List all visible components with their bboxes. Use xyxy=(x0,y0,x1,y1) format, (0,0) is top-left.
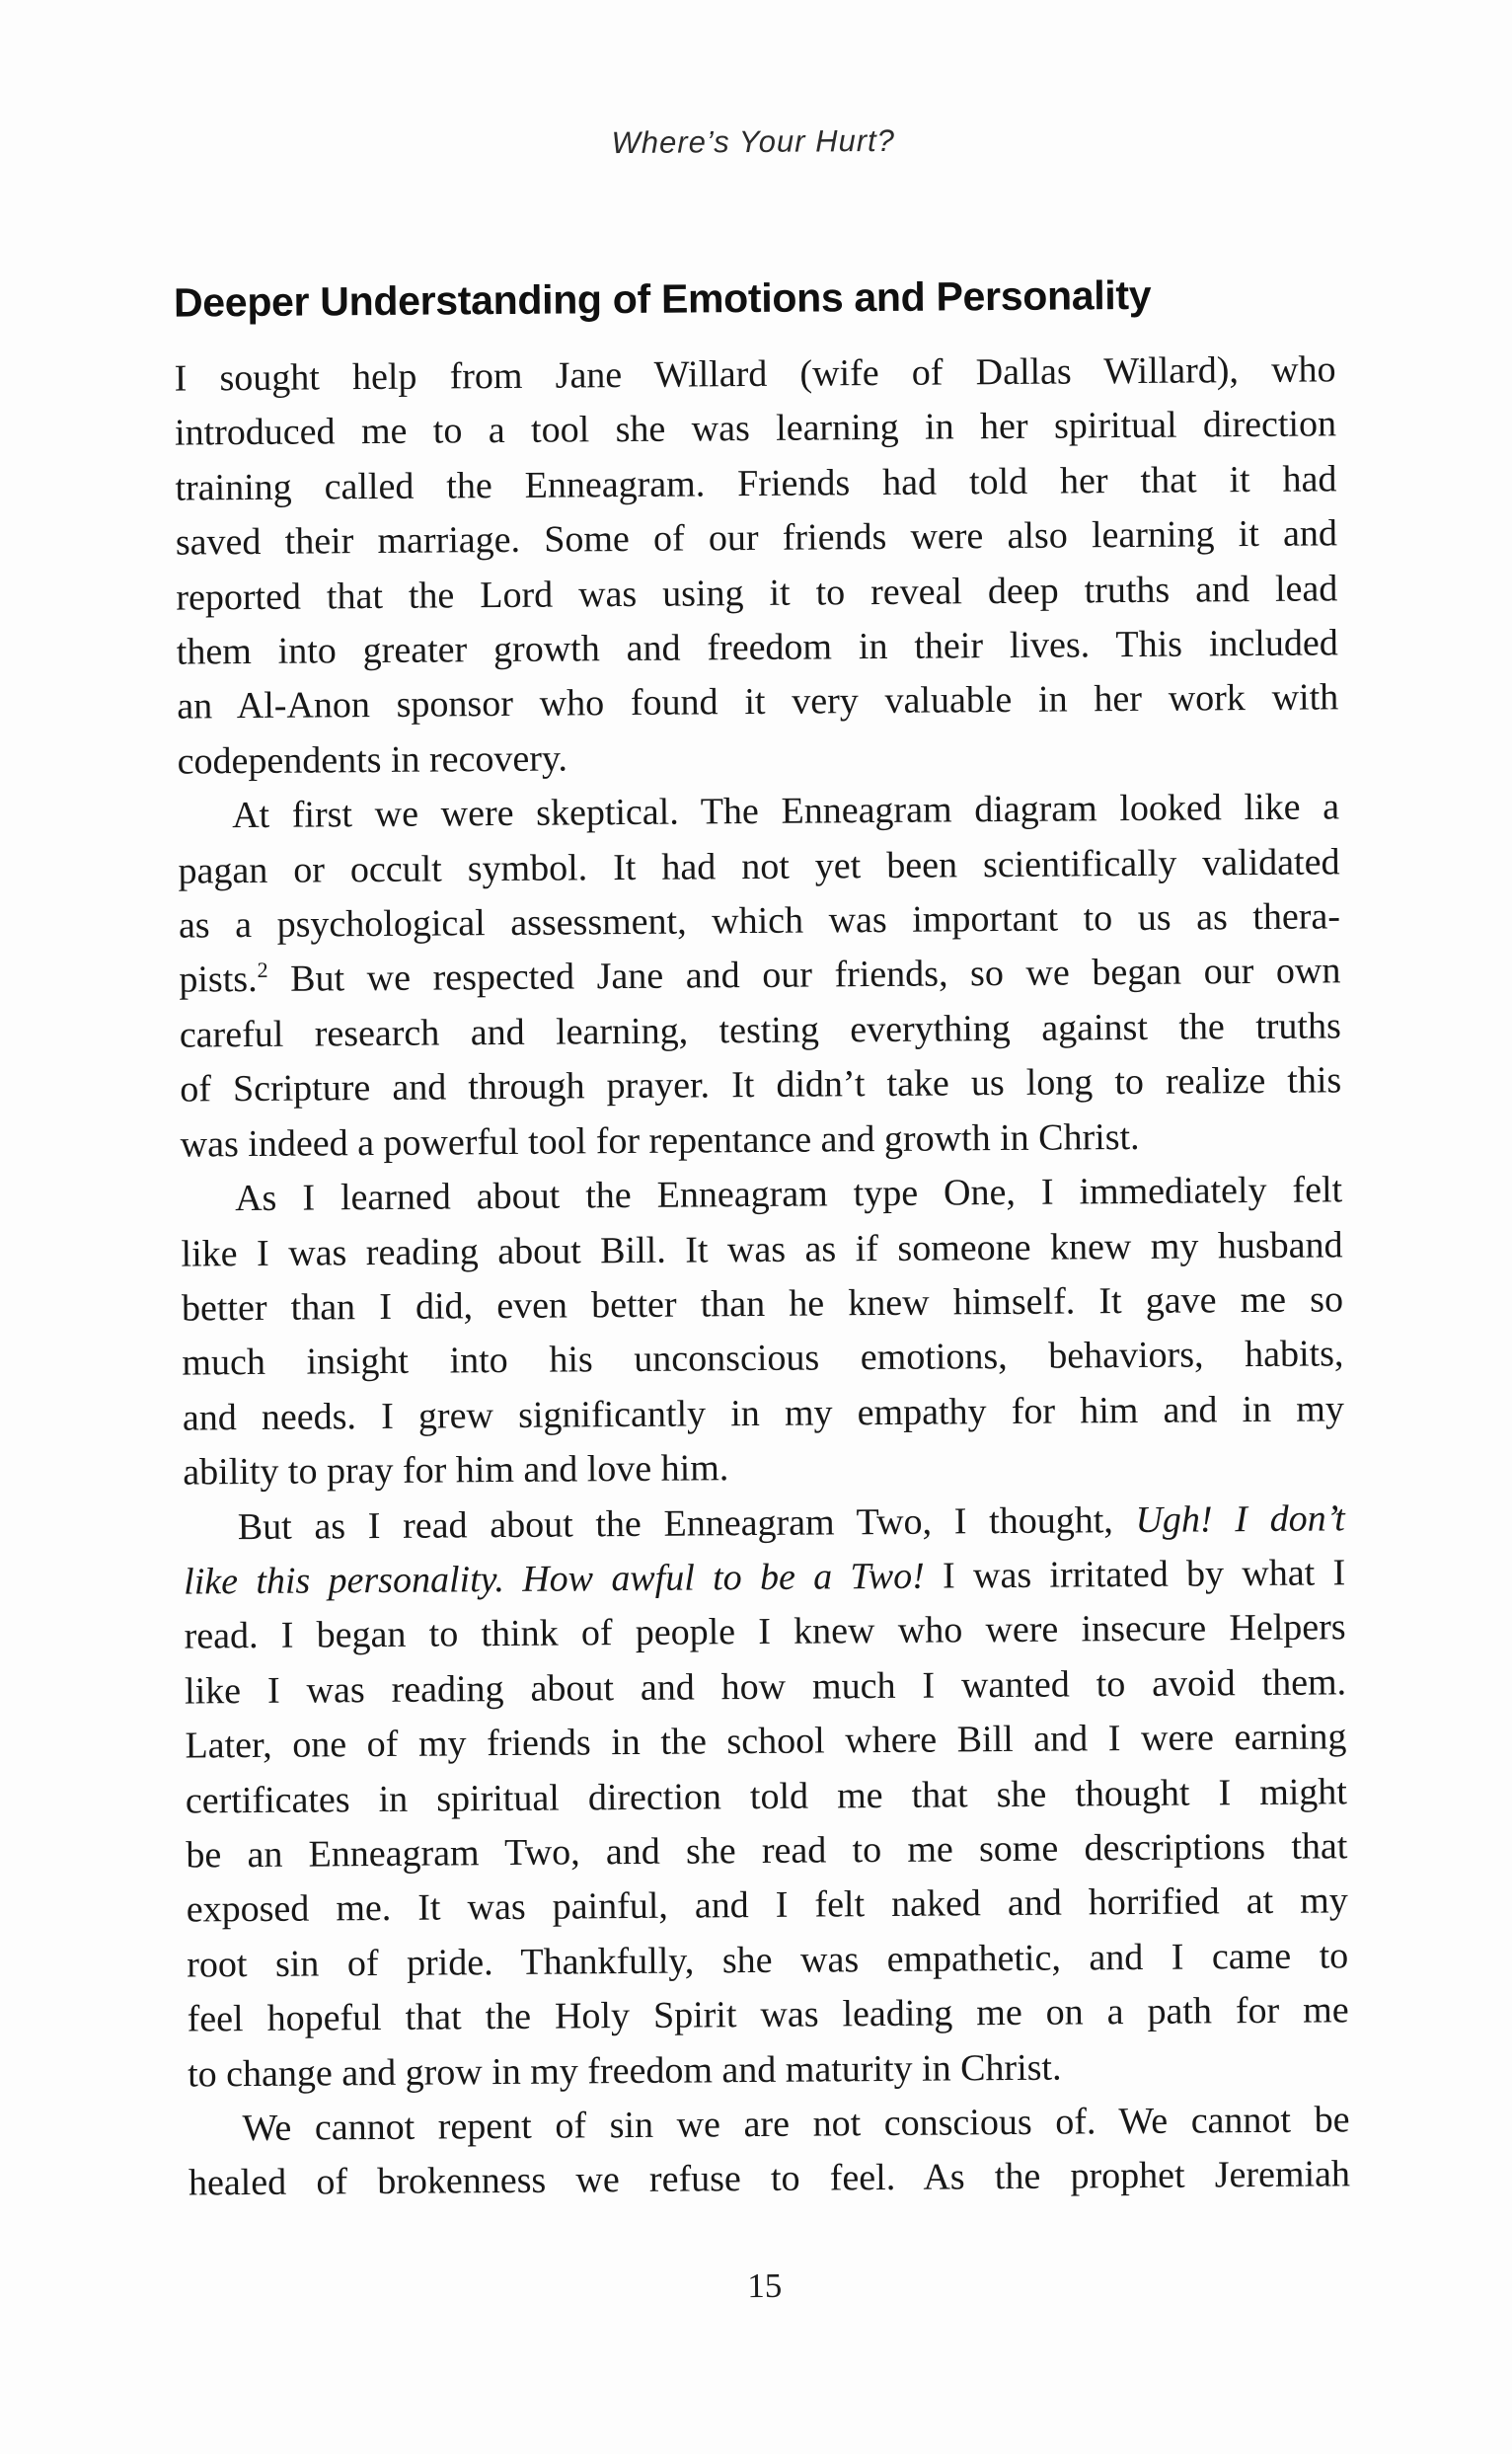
text-segment: feel hopeful that the Holy Spirit was leading me on a path for me xyxy=(187,1989,1349,2040)
text-segment: exposed me. It was painful, and I felt naked and horrified at my xyxy=(186,1879,1348,1931)
body-line xyxy=(183,1436,1344,1500)
text-segment: reported that the Lord was using it to reveal deep truths and lead xyxy=(176,567,1338,619)
text-segment: pagan or occult symbol. It had not yet been scientifically validated xyxy=(178,841,1340,892)
body-line xyxy=(175,452,1336,516)
body-line xyxy=(188,2093,1349,2157)
body-line xyxy=(175,398,1336,462)
text-segment: like I was reading about Bill. It was as if someone knew my husband xyxy=(181,1223,1343,1275)
text-segment: them into greater growth and freedom in their lives. This included xyxy=(176,622,1338,673)
text-segment: better than I did, even better than he knew himself. It gave me so xyxy=(181,1278,1344,1330)
body-line xyxy=(176,507,1337,572)
body-line xyxy=(188,2038,1349,2103)
body-line xyxy=(179,945,1340,1009)
body-line xyxy=(185,1655,1346,1720)
body-line xyxy=(182,1328,1343,1392)
body-line xyxy=(186,1819,1347,1883)
text-segment: As I learned about the Enneagram type One, I immediately felt xyxy=(234,1169,1343,1220)
body-line xyxy=(176,562,1337,626)
text-segment: to change and grow in my freedom and maturity in Christ. xyxy=(187,2046,1062,2096)
body-line xyxy=(189,2148,1350,2212)
text-segment: careful research and learning, testing everything against the truths xyxy=(179,1005,1341,1056)
text-segment: root sin of pride. Thankfully, she was empathetic, and I came to xyxy=(187,1935,1349,1986)
body-line xyxy=(177,726,1338,790)
text-segment: I was irritated by what I xyxy=(924,1552,1346,1597)
body-line xyxy=(184,1546,1345,1610)
section-heading: Deeper Understanding of Emotions and Personality xyxy=(173,272,1152,327)
text-segment: healed of brokenness we refuse to feel. As the prophet Jeremiah xyxy=(188,2153,1351,2204)
body-line xyxy=(181,1218,1342,1282)
body-line xyxy=(184,1492,1345,1556)
text-segment: an Al-Anon sponsor who found it very valuable in her work with xyxy=(177,676,1339,729)
text-segment: was indeed a powerful tool for repentance and growth in Christ. xyxy=(180,1115,1140,1166)
text-segment: I sought help from Jane Willard (wife of Dallas Willard), who xyxy=(174,348,1336,400)
text-segment: like I was reading about and how much I wanted to avoid them. xyxy=(184,1661,1347,1713)
text-segment: certificates in spiritual direction told me that she thought I might xyxy=(185,1770,1348,1822)
text-segment: as a psychological assessment, which was important to us as thera- xyxy=(178,895,1341,947)
text-segment: codependents in recovery. xyxy=(177,737,568,783)
body-text xyxy=(174,343,1350,2211)
body-line xyxy=(180,999,1341,1063)
text-segment: of Scripture and through prayer. It didn’t take us long to realize this xyxy=(180,1059,1342,1111)
text-segment: read. I began to think of people I knew who were insecure Helpers xyxy=(184,1606,1346,1657)
body-line xyxy=(182,1272,1343,1337)
body-line xyxy=(179,889,1340,954)
text-segment: Later, one of my friends in the school where Bill and I were earning xyxy=(185,1716,1347,1767)
text-segment: We cannot repent of sin we are not conscious of. We cannot be xyxy=(242,2099,1350,2150)
body-line xyxy=(177,616,1338,680)
footnote-marker: 2 xyxy=(257,958,268,983)
text-segment: But as I read about the Enneagram Two, I thought, xyxy=(237,1498,1136,1548)
text-segment: introduced me to a tool she was learning in her spiritual direction xyxy=(174,403,1337,455)
body-line xyxy=(186,1765,1347,1829)
body-line xyxy=(178,835,1339,899)
text-segment: saved their marriage. Some of our friends were also learning it and xyxy=(175,512,1338,564)
body-line xyxy=(177,671,1338,735)
body-line xyxy=(187,1983,1348,2047)
body-line xyxy=(174,343,1335,407)
body-line xyxy=(178,781,1339,845)
body-line xyxy=(183,1382,1344,1446)
italic-text: Ugh! I don’t xyxy=(1135,1496,1345,1541)
running-head: Where’s Your Hurt? xyxy=(611,122,896,161)
body-line xyxy=(185,1710,1346,1774)
text-segment: and needs. I grew significantly in my empathy for him and in my xyxy=(182,1388,1345,1439)
text-segment: much insight into his unconscious emotions, behaviors, habits, xyxy=(182,1333,1344,1384)
italic-text: like this personality. How awful to be a Two! xyxy=(184,1555,925,1603)
text-segment: ability to pray for him and love him. xyxy=(183,1447,729,1494)
body-line xyxy=(187,1875,1348,1939)
page-number: 15 xyxy=(747,2265,783,2306)
text-segment: pists. xyxy=(179,959,258,1002)
body-line xyxy=(187,1929,1348,1993)
body-line xyxy=(180,1054,1341,1118)
text-segment: But we respected Jane and our friends, so we began our own xyxy=(267,950,1341,1001)
body-line xyxy=(181,1109,1342,1173)
text-segment: training called the Enneagram. Friends had told her that it had xyxy=(175,458,1337,509)
body-line xyxy=(184,1601,1345,1665)
text-segment: At first we were skeptical. The Enneagram diagram looked like a xyxy=(231,786,1340,837)
text-segment: be an Enneagram Two, and she read to me some descriptions that xyxy=(186,1825,1348,1877)
body-line xyxy=(181,1163,1342,1227)
